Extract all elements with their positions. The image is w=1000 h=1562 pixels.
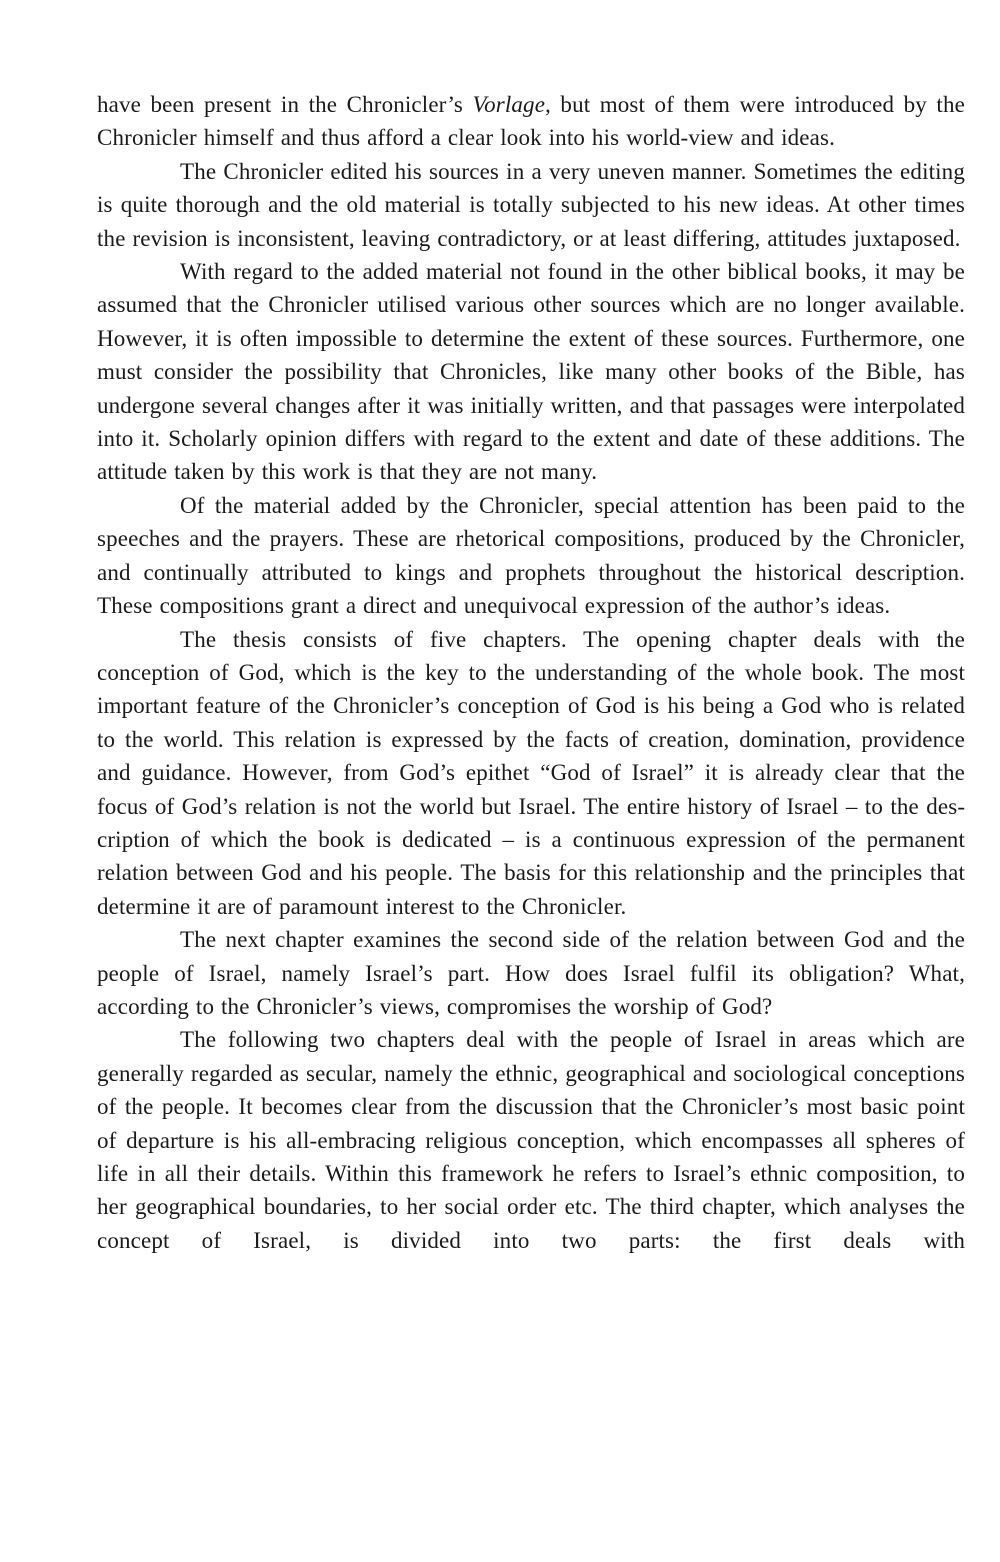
paragraph-6: The next chapter examines the second side of the relation between God and the people of Israel, namely Israel’s part. How does Israel fulfil its obligation? What, according to the Chronicler’s views, compromises the worship of God? xyxy=(97,927,965,1019)
paragraph-4: Of the material added by the Chronicler, special attention has been paid to the speeches and the prayers. These are rhetorical compositions, produced by the Chronicler, and continually attributed to kings and prophets throughout the historical description. These compositions grant a direct and unequivocal expression of the author’s ideas. xyxy=(97,492,965,619)
paragraph-1 xyxy=(97,88,965,155)
vorlage-term: Vorlage, xyxy=(472,92,551,117)
paragraph-3: With regard to the added material not found in the other biblical books, it may be assumed that the Chronicler utilised various other sources which are no longer available. However, it is often impossible to determine the extent of these sources. Furthermore, one must consider the possibility that Chronicles, like many other books of the Bible, has undergone several changes after it was initially written, and that passages were interpolated into it. Scholarly opinion differs with regard to the extent and date of these additions. The attitude taken by this work is that they are not many. xyxy=(97,259,965,485)
paragraph-7: The following two chapters deal with the people of Israel in areas which are generally regarded as secular, namely the ethnic, geographical and sociological conceptions of the people. It becomes clear from the discussion that the Chronicler’s most basic point of departure is his all-embracing religious conception, which encompasses all spheres of life in all their details. Within this framework he refers to Israel’s ethnic composition, to her geographical boundaries, to her social order etc. The third chapter, which analyses the concept of Israel, is divided into two parts: the first deals with xyxy=(97,1027,965,1253)
page-body xyxy=(97,88,965,1257)
paragraph-2: The Chronicler edited his sources in a very uneven manner. Sometimes the editing is quite thorough and the old material is totally subjected to his new ideas. At other times the revision is inconsistent, leaving contradictory, or at least differing, attitudes juxtaposed. xyxy=(97,158,965,251)
paragraph-5: The thesis consists of five chapters. The opening chapter deals with the conception of God, which is the key to the understanding of the whole book. The most important feature of the Chronicler’s conception of God is his being a God who is related to the world. This relation is expressed by the facts of creation, domination, providence and guidance. However, from God’s epithet “God of Israel” it is already clear that the focus of God’s relation is not the world but Israel. The entire history of Israel – to the description of which the book is dedicated – is a continuous expression of the permanent relation between God and his people. The basis for this relationship and the principles that determine it are of paramount interest to the Chronicler. xyxy=(97,626,965,919)
paragraph-1-text-a: have been present in the Chronicler’s xyxy=(97,92,473,117)
paragraph-1-text-b: but most of them were introduced by the Chronicler himself and thus afford a clear look into his world-view and ideas. xyxy=(97,92,965,151)
